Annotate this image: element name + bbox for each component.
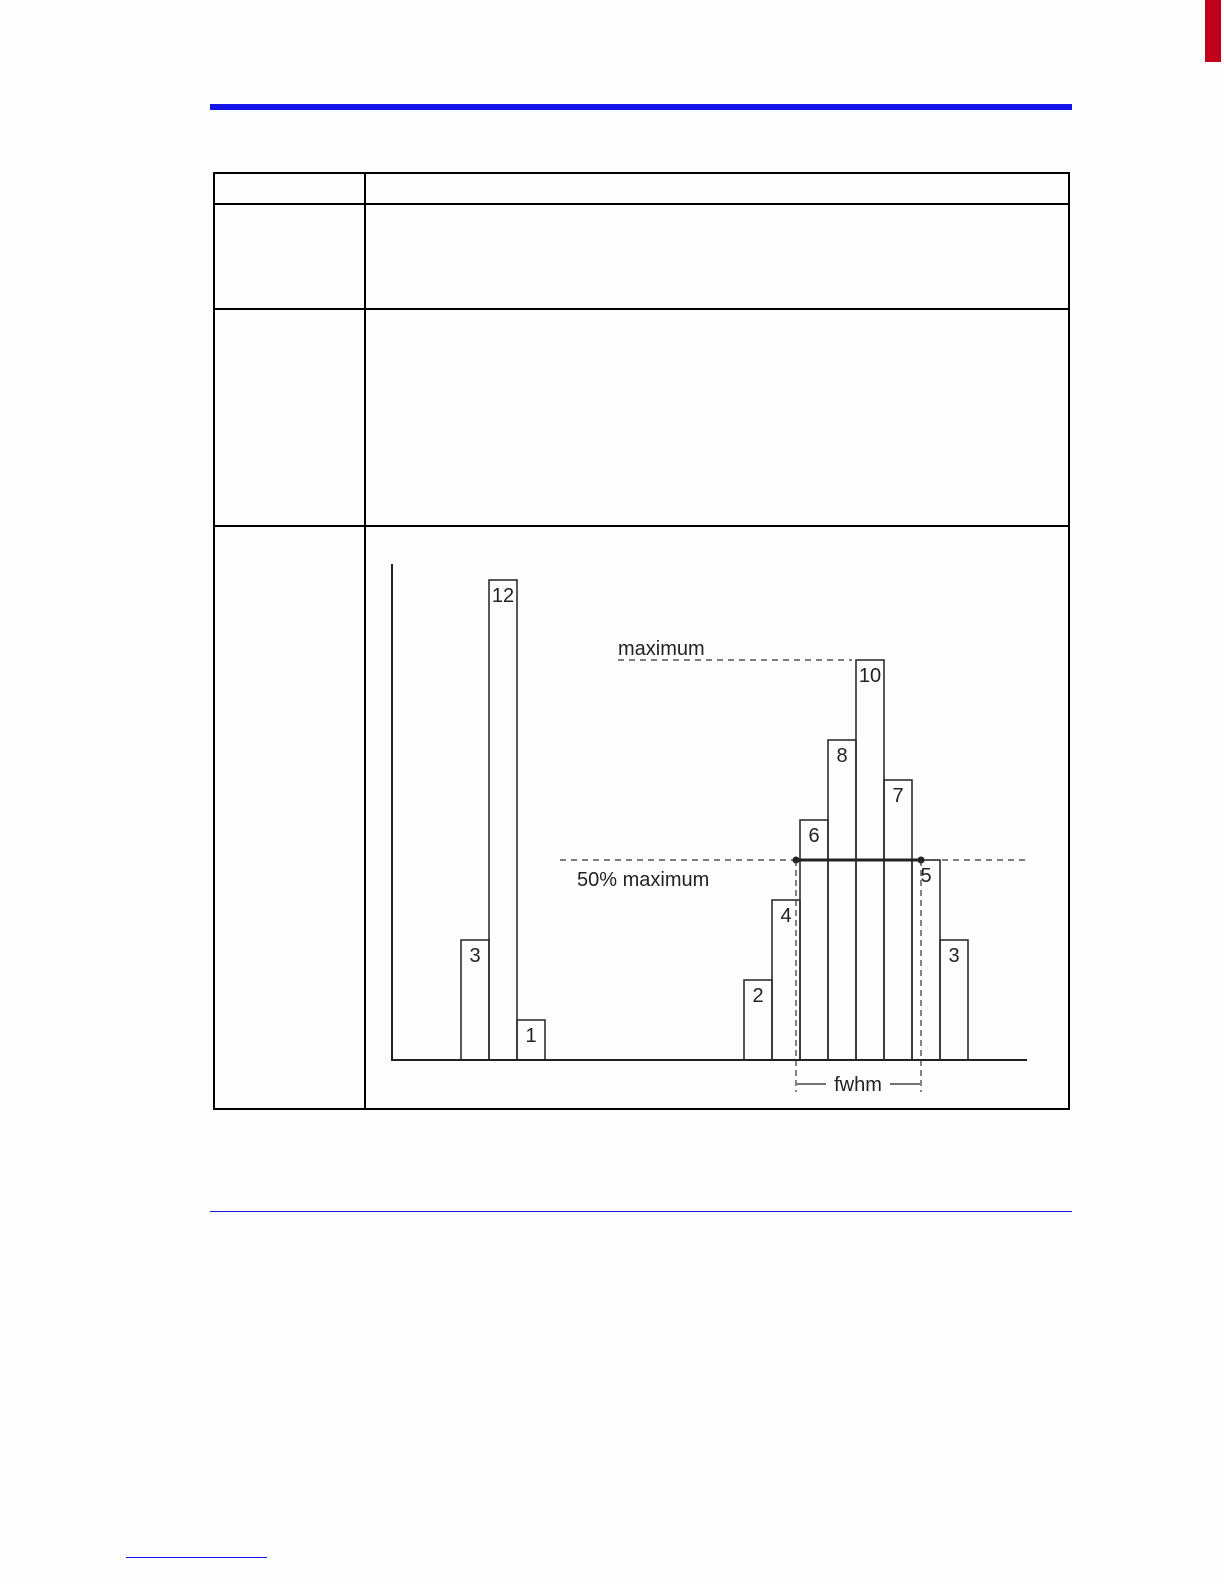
bar-value-label: 6 [808,825,820,847]
histogram-bar [828,740,856,1060]
fwhm-label: fwhm [834,1074,882,1096]
table-row-2-content [366,205,1068,308]
histogram-bar [912,860,940,1060]
histogram-chart [366,536,1042,1101]
edge-tab [1205,0,1221,62]
footnote-rule [126,1557,267,1558]
bar-value-label: 4 [780,905,792,927]
bar-value-label: 5 [920,865,932,887]
histogram-bar [489,580,517,1060]
table-row-3-label [215,310,364,525]
bar-value-label: 8 [836,745,848,767]
half-max-label: 50% maximum [577,869,710,891]
bar-value-label: 1 [525,1025,537,1047]
table-row-1-content [366,174,1068,203]
histogram-bar [884,780,912,1060]
footer-rule [210,1211,1072,1212]
table-row-2-label [215,205,364,308]
header-rule [210,104,1072,110]
bar-value-label: 7 [892,785,904,807]
maximum-label: maximum [618,638,705,660]
histogram-bar [800,820,828,1060]
bar-value-label: 3 [469,945,481,967]
bar-value-label: 2 [752,985,764,1007]
table-row-3-content [366,310,1068,525]
table-row-4-label [215,527,364,1108]
bar-value-label: 3 [948,945,960,967]
histogram-figure [366,536,1042,1101]
bar-value-label: 10 [858,665,882,687]
table-row-1-label [215,174,364,203]
bar-value-label: 12 [491,585,515,607]
